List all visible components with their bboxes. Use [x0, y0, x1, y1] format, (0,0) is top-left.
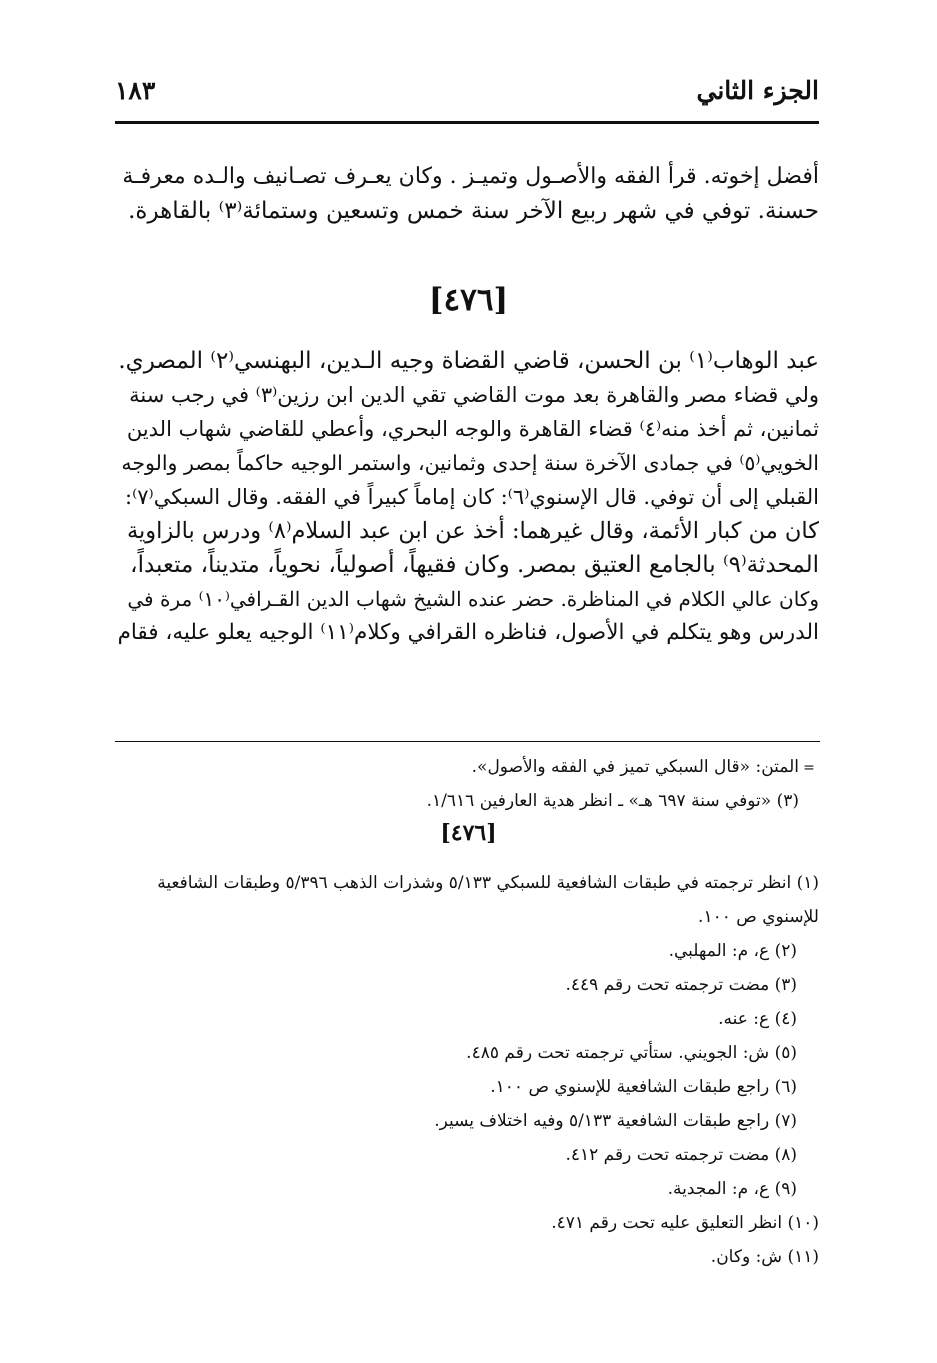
footnote-line: (٢) ع، م: المهلبي.: [668, 941, 797, 961]
footnote-rule: [115, 741, 820, 742]
text-line: ثمانين، ثم أخذ منه⁽٤⁾ قضاء القاهرة والوجه البحري، وأعطي للقاضي شهاب الدين: [126, 417, 819, 441]
continuation-marker: =: [803, 760, 815, 776]
footnote-line: (١١) ش: وكان.: [710, 1247, 819, 1267]
footnote-line: (٣) مضت ترجمته تحت رقم ٤٤٩.: [565, 975, 797, 995]
running-header: [115, 70, 819, 110]
footnote-line: (٩) ع، م: المجدية.: [667, 1179, 797, 1199]
page-number: ١٨٣: [115, 75, 156, 105]
header-rule: [115, 121, 819, 124]
running-title: الجزء الثاني: [696, 75, 819, 105]
footnote-line: (٦) راجع طبقات الشافعية للإسنوي ص ١٠٠.: [490, 1077, 797, 1097]
footnote-line: (١٠) انظر التعليق عليه تحت رقم ٤٧١.: [551, 1213, 819, 1233]
continued-footnotes: [115, 750, 819, 818]
text-line: المحدثة⁽٩⁾ بالجامع العتيق بمصر. وكان فقيهاً، أصولياً، نحوياً، متديناً، متعبداً،: [130, 552, 819, 578]
footnote-text: (٣) «توفي سنة ٦٩٧ هـ» ـ انظر هدية العارفين ١/٦١٦.: [426, 791, 799, 811]
text-line: الخويي⁽٥⁾ في جمادى الآخرة سنة إحدى وثمانين، واستمر الوجيه حاكماً بمصر والوجه: [121, 451, 819, 475]
text-line: ولي قضاء مصر والقاهرة بعد موت القاضي تقي الدين ابن رزين⁽٣⁾ في رجب سنة: [129, 383, 819, 407]
footnote-line: (٤) ع: عنه.: [718, 1009, 797, 1029]
text-line: الدرس وهو يتكلم في الأصول، فناظره القرافي وكلام⁽١١⁾ الوجيه يعلو عليه، فقام: [117, 620, 819, 645]
text-line: كان من كبار الأئمة، وقال غيرهما: أخذ عن ابن عبد السلام⁽٨⁾ ودرس بالزاوية: [126, 518, 819, 544]
footnotes-heading: [٤٧٦]: [440, 820, 497, 846]
text-line: أفضل إخوته. قرأ الفقه والأصـول وتميـز . وكان يعـرف تصـانيف والـده معرفـة: [122, 164, 819, 189]
text-line: القبلي إلى أن توفي. قال الإسنوي⁽٦⁾: كان إماماً كبيراً في الفقه. وقال السبكي⁽٧⁾:: [125, 485, 819, 509]
footnote-line: [115, 784, 819, 818]
footnotes-list: [115, 866, 819, 1274]
entry-number: [٤٧٦]: [428, 282, 509, 318]
footnote-line: (٥) ش: الجويني. ستأتي ترجمته تحت رقم ٤٨٥.: [466, 1043, 797, 1063]
footnote-line: [115, 750, 819, 784]
footnote-line: (١) انظر ترجمته في طبقات الشافعية للسبكي ٥/١٣٣ وشذرات الذهب ٥/٣٩٦ وطبقات الشافعية: [157, 873, 819, 893]
entry-paragraph: [115, 344, 819, 650]
text-line: عبد الوهاب⁽١⁾ بن الحسن، قاضي القضاة وجيه الـدين، البهنسي⁽٢⁾ المصري.: [118, 348, 819, 374]
footnote-line: للإسنوي ص ١٠٠.: [698, 907, 819, 927]
footnote-line: (٧) راجع طبقات الشافعية ٥/١٣٣ وفيه اختلاف يسير.: [434, 1111, 797, 1131]
text-line: وكان عالي الكلام في المناظرة. حضر عنده الشيخ شهاب الدين القـرافي⁽١٠⁾ مرة في: [127, 587, 819, 611]
text-line: حسنة. توفي في شهر ربيع الآخر سنة خمس وتسعين وستمائة⁽٣⁾ بالقاهرة.: [128, 198, 819, 224]
footnote-line: (٨) مضت ترجمته تحت رقم ٤١٢.: [565, 1145, 797, 1165]
intro-paragraph: [115, 160, 819, 228]
footnote-text: المتن: «قال السبكي تميز في الفقه والأصول».: [471, 757, 799, 777]
